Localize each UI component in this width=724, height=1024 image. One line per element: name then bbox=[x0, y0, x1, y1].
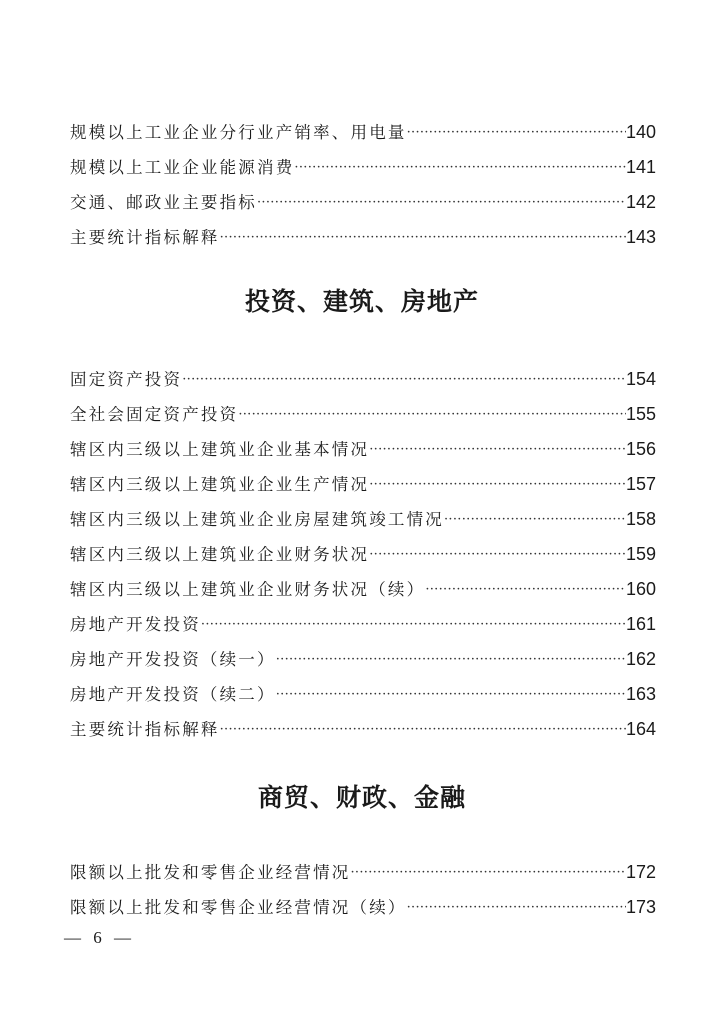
section-heading-investment: 投资、建筑、房地产 bbox=[244, 287, 479, 316]
toc-entry-title: 辖区内三级以上建筑业企业财务状况（续） bbox=[70, 580, 426, 599]
toc-entry-page: 173 bbox=[625, 897, 656, 917]
toc-leader-dots bbox=[276, 652, 626, 670]
toc-entry-page: 141 bbox=[625, 157, 656, 177]
toc-entry-title: 规模以上工业企业能源消费 bbox=[70, 158, 295, 177]
toc-section-top bbox=[70, 108, 656, 248]
toc-entry-page: 155 bbox=[625, 404, 656, 424]
toc-leader-dots bbox=[369, 442, 626, 460]
toc-entry[interactable] bbox=[70, 635, 656, 670]
toc-entry-title: 主要统计指标解释 bbox=[70, 228, 220, 247]
toc-entry[interactable] bbox=[70, 495, 656, 530]
toc-entry-page: 159 bbox=[625, 544, 656, 564]
toc-entry-page: 156 bbox=[625, 439, 656, 459]
toc-entry[interactable] bbox=[70, 390, 656, 425]
toc-entry-page: 162 bbox=[625, 649, 656, 669]
toc-leader-dots bbox=[257, 195, 626, 213]
toc-entry[interactable] bbox=[70, 670, 656, 705]
toc-leader-dots bbox=[220, 230, 626, 248]
page-number: — 6 — bbox=[64, 928, 135, 947]
toc-entry-title: 辖区内三级以上建筑业企业财务状况 bbox=[70, 545, 370, 564]
toc-leader-dots bbox=[351, 865, 626, 883]
toc-leader-dots bbox=[425, 582, 626, 600]
toc-entry-title: 限额以上批发和零售企业经营情况（续） bbox=[70, 898, 407, 917]
toc-entry[interactable] bbox=[70, 355, 656, 390]
toc-leader-dots bbox=[182, 372, 626, 390]
toc-entry-page: 154 bbox=[625, 369, 656, 389]
toc-entry-page: 143 bbox=[625, 227, 656, 247]
toc-leader-dots bbox=[444, 512, 626, 530]
toc-entry-title: 房地产开发投资（续一） bbox=[70, 650, 276, 669]
toc-entry-page: 163 bbox=[625, 684, 656, 704]
toc-leader-dots bbox=[369, 547, 626, 565]
toc-entry-title: 固定资产投资 bbox=[70, 370, 183, 389]
toc-entry-page: 164 bbox=[625, 719, 656, 739]
toc-entry-page: 172 bbox=[625, 862, 656, 882]
toc-leader-dots bbox=[407, 125, 626, 143]
toc-entry-title: 交通、邮政业主要指标 bbox=[70, 193, 257, 212]
toc-leader-dots bbox=[238, 407, 626, 425]
toc-entry-page: 140 bbox=[625, 122, 656, 142]
toc-entry[interactable] bbox=[70, 178, 656, 213]
toc-entry-title: 辖区内三级以上建筑业企业房屋建筑竣工情况 bbox=[70, 510, 444, 529]
toc-section-investment bbox=[70, 355, 656, 740]
toc-entry-title: 房地产开发投资 bbox=[70, 615, 201, 634]
toc-leader-dots bbox=[201, 617, 626, 635]
toc-entry-page: 161 bbox=[625, 614, 656, 634]
toc-entry-page: 157 bbox=[625, 474, 656, 494]
toc-entry-title: 辖区内三级以上建筑业企业生产情况 bbox=[70, 475, 370, 494]
toc-leader-dots bbox=[294, 160, 626, 178]
toc-entry[interactable] bbox=[70, 143, 656, 178]
toc-entry[interactable] bbox=[70, 848, 656, 883]
toc-entry-title: 限额以上批发和零售企业经营情况 bbox=[70, 863, 351, 882]
toc-entry-title: 全社会固定资产投资 bbox=[70, 405, 239, 424]
toc-entry-title: 规模以上工业企业分行业产销率、用电量 bbox=[70, 123, 407, 142]
toc-entry[interactable] bbox=[70, 705, 656, 740]
toc-entry-page: 142 bbox=[625, 192, 656, 212]
toc-entry-title: 主要统计指标解释 bbox=[70, 720, 220, 739]
toc-entry[interactable] bbox=[70, 425, 656, 460]
toc-entry[interactable] bbox=[70, 530, 656, 565]
toc-entry[interactable] bbox=[70, 565, 656, 600]
section-heading-trade: 商贸、财政、金融 bbox=[257, 783, 466, 812]
toc-entry-title: 房地产开发投资（续二） bbox=[70, 685, 276, 704]
toc-section-trade bbox=[70, 848, 656, 918]
toc-entry-page: 160 bbox=[625, 579, 656, 599]
toc-leader-dots bbox=[407, 900, 626, 918]
toc-leader-dots bbox=[220, 722, 626, 740]
toc-leader-dots bbox=[276, 687, 626, 705]
toc-entry-title: 辖区内三级以上建筑业企业基本情况 bbox=[70, 440, 370, 459]
toc-entry[interactable] bbox=[70, 600, 656, 635]
toc-entry[interactable] bbox=[70, 108, 656, 143]
toc-leader-dots bbox=[369, 477, 626, 495]
toc-entry[interactable] bbox=[70, 213, 656, 248]
toc-entry-page: 158 bbox=[625, 509, 656, 529]
toc-entry[interactable] bbox=[70, 460, 656, 495]
toc-entry[interactable] bbox=[70, 883, 656, 918]
